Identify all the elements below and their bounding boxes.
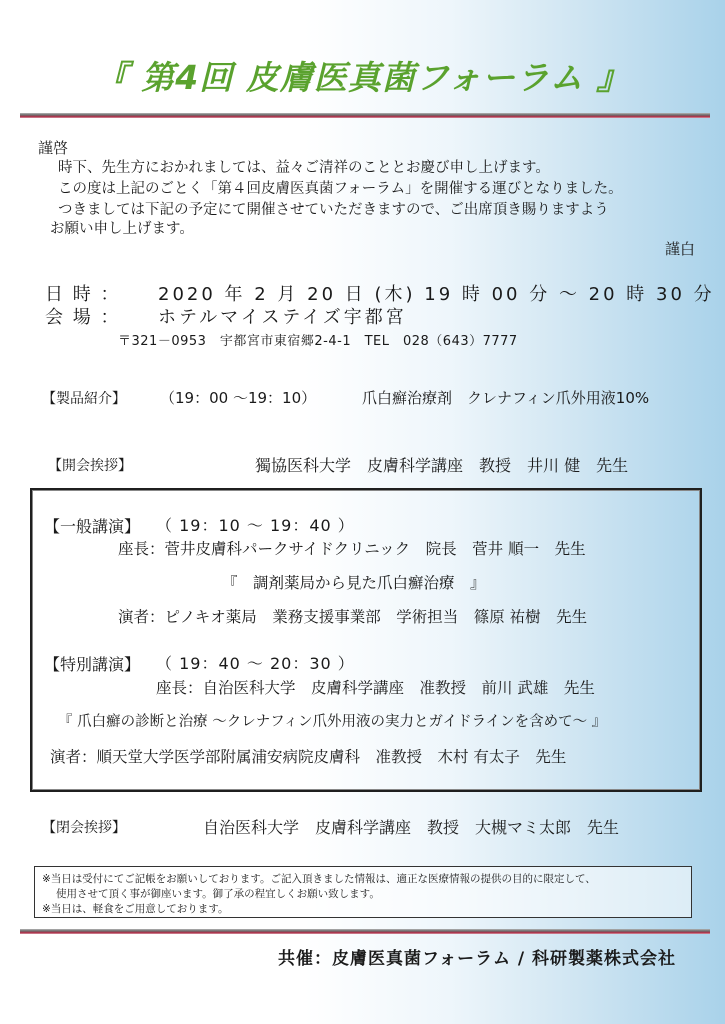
product-intro-tag: 【製品紹介】: [42, 391, 126, 407]
special-lecture-time: （ 19：40 ～ 20：30 ）: [156, 654, 355, 673]
opening-remarks-tag: 【開会挨拶】: [48, 458, 132, 474]
product-intro-time: （19：00 ～19：10）: [160, 389, 317, 407]
venue-address: 〒321－0953 宇都宮市東宿郷2-4-1 TEL 028（643）7777: [118, 334, 518, 349]
special-lecture-speaker: 演者：順天堂大学医学部附属浦安病院皮膚科 准教授 木村 有太子 先生: [50, 748, 567, 766]
special-lecture-topic: 『 爪白癬の診断と治療 ～クレナフィン爪外用液の実力とガイドラインを含めて～ 』: [58, 714, 607, 730]
notice-line-3: ※当日は、軽食をご用意しております。: [42, 903, 229, 915]
top-divider: [20, 113, 710, 118]
opening-remarks-text: 獨協医科大学 皮膚科学講座 教授 井川 健 先生: [255, 456, 629, 475]
special-lecture-tag: 【特別講演】: [44, 655, 141, 674]
page-title: 『 第4回 皮膚医真菌フォーラム 』: [94, 58, 631, 97]
closing-remarks-tag: 【閉会挨拶】: [42, 820, 126, 836]
greeting-closing: 謹白: [664, 240, 695, 258]
general-lecture-topic: 『 調剤薬局から見た爪白癬治療 』: [222, 574, 486, 592]
greeting-line-4: お願い申し上げます。: [50, 221, 194, 237]
date-value: 2020 年 2 月 20 日 (木) 19 時 00 分 ～ 20 時 30 分: [158, 284, 715, 305]
closing-remarks-text: 自治医科大学 皮膚科学講座 教授 大槻マミ太郎 先生: [203, 818, 620, 837]
special-lecture-chair: 座長：自治医科大学 皮膚科学講座 准教授 前川 武雄 先生: [156, 679, 595, 697]
general-lecture-speaker: 演者：ピノキオ薬局 業務支援事業部 学術担当 篠原 祐樹 先生: [118, 608, 588, 626]
greeting-line-2: この度は上記のごとく「第４回皮膚医真菌フォーラム」を開催する運びとなりました。: [58, 181, 623, 197]
greeting-line-1: 時下、先生方におかれましては、益々ご清祥のこととお慶び申し上げます。: [58, 160, 550, 176]
date-label: 日 時 ：: [45, 284, 121, 305]
product-intro-text: 爪白癬治療剤 クレナフィン爪外用液10%: [362, 389, 650, 407]
venue-value: ホテルマイステイズ宇都宮: [158, 307, 407, 328]
co-host-credit: 共催：皮膚医真菌フォーラム / 科研製薬株式会社: [278, 949, 677, 969]
general-lecture-tag: 【一般講演】: [44, 517, 141, 536]
notice-line-1: ※当日は受付にてご記帳をお願いしております。ご記入頂きました情報は、適正な医療情報の提供の目的に限定して、: [42, 873, 596, 885]
general-lecture-chair: 座長：菅井皮膚科パークサイドクリニック 院長 菅井 順一 先生: [118, 540, 586, 558]
greeting-line-3: つきましては下記の予定にて開催させていただきますので、ご出席頂き賜りますよう: [58, 202, 609, 218]
venue-label: 会 場 ：: [45, 307, 121, 328]
general-lecture-time: （ 19：10 ～ 19：40 ）: [156, 516, 355, 535]
bottom-divider: [20, 929, 710, 934]
greeting-opening: 謹啓: [38, 139, 69, 157]
notice-line-2: 使用させて頂く事が御座います。御了承の程宜しくお願い致します。: [56, 888, 380, 900]
